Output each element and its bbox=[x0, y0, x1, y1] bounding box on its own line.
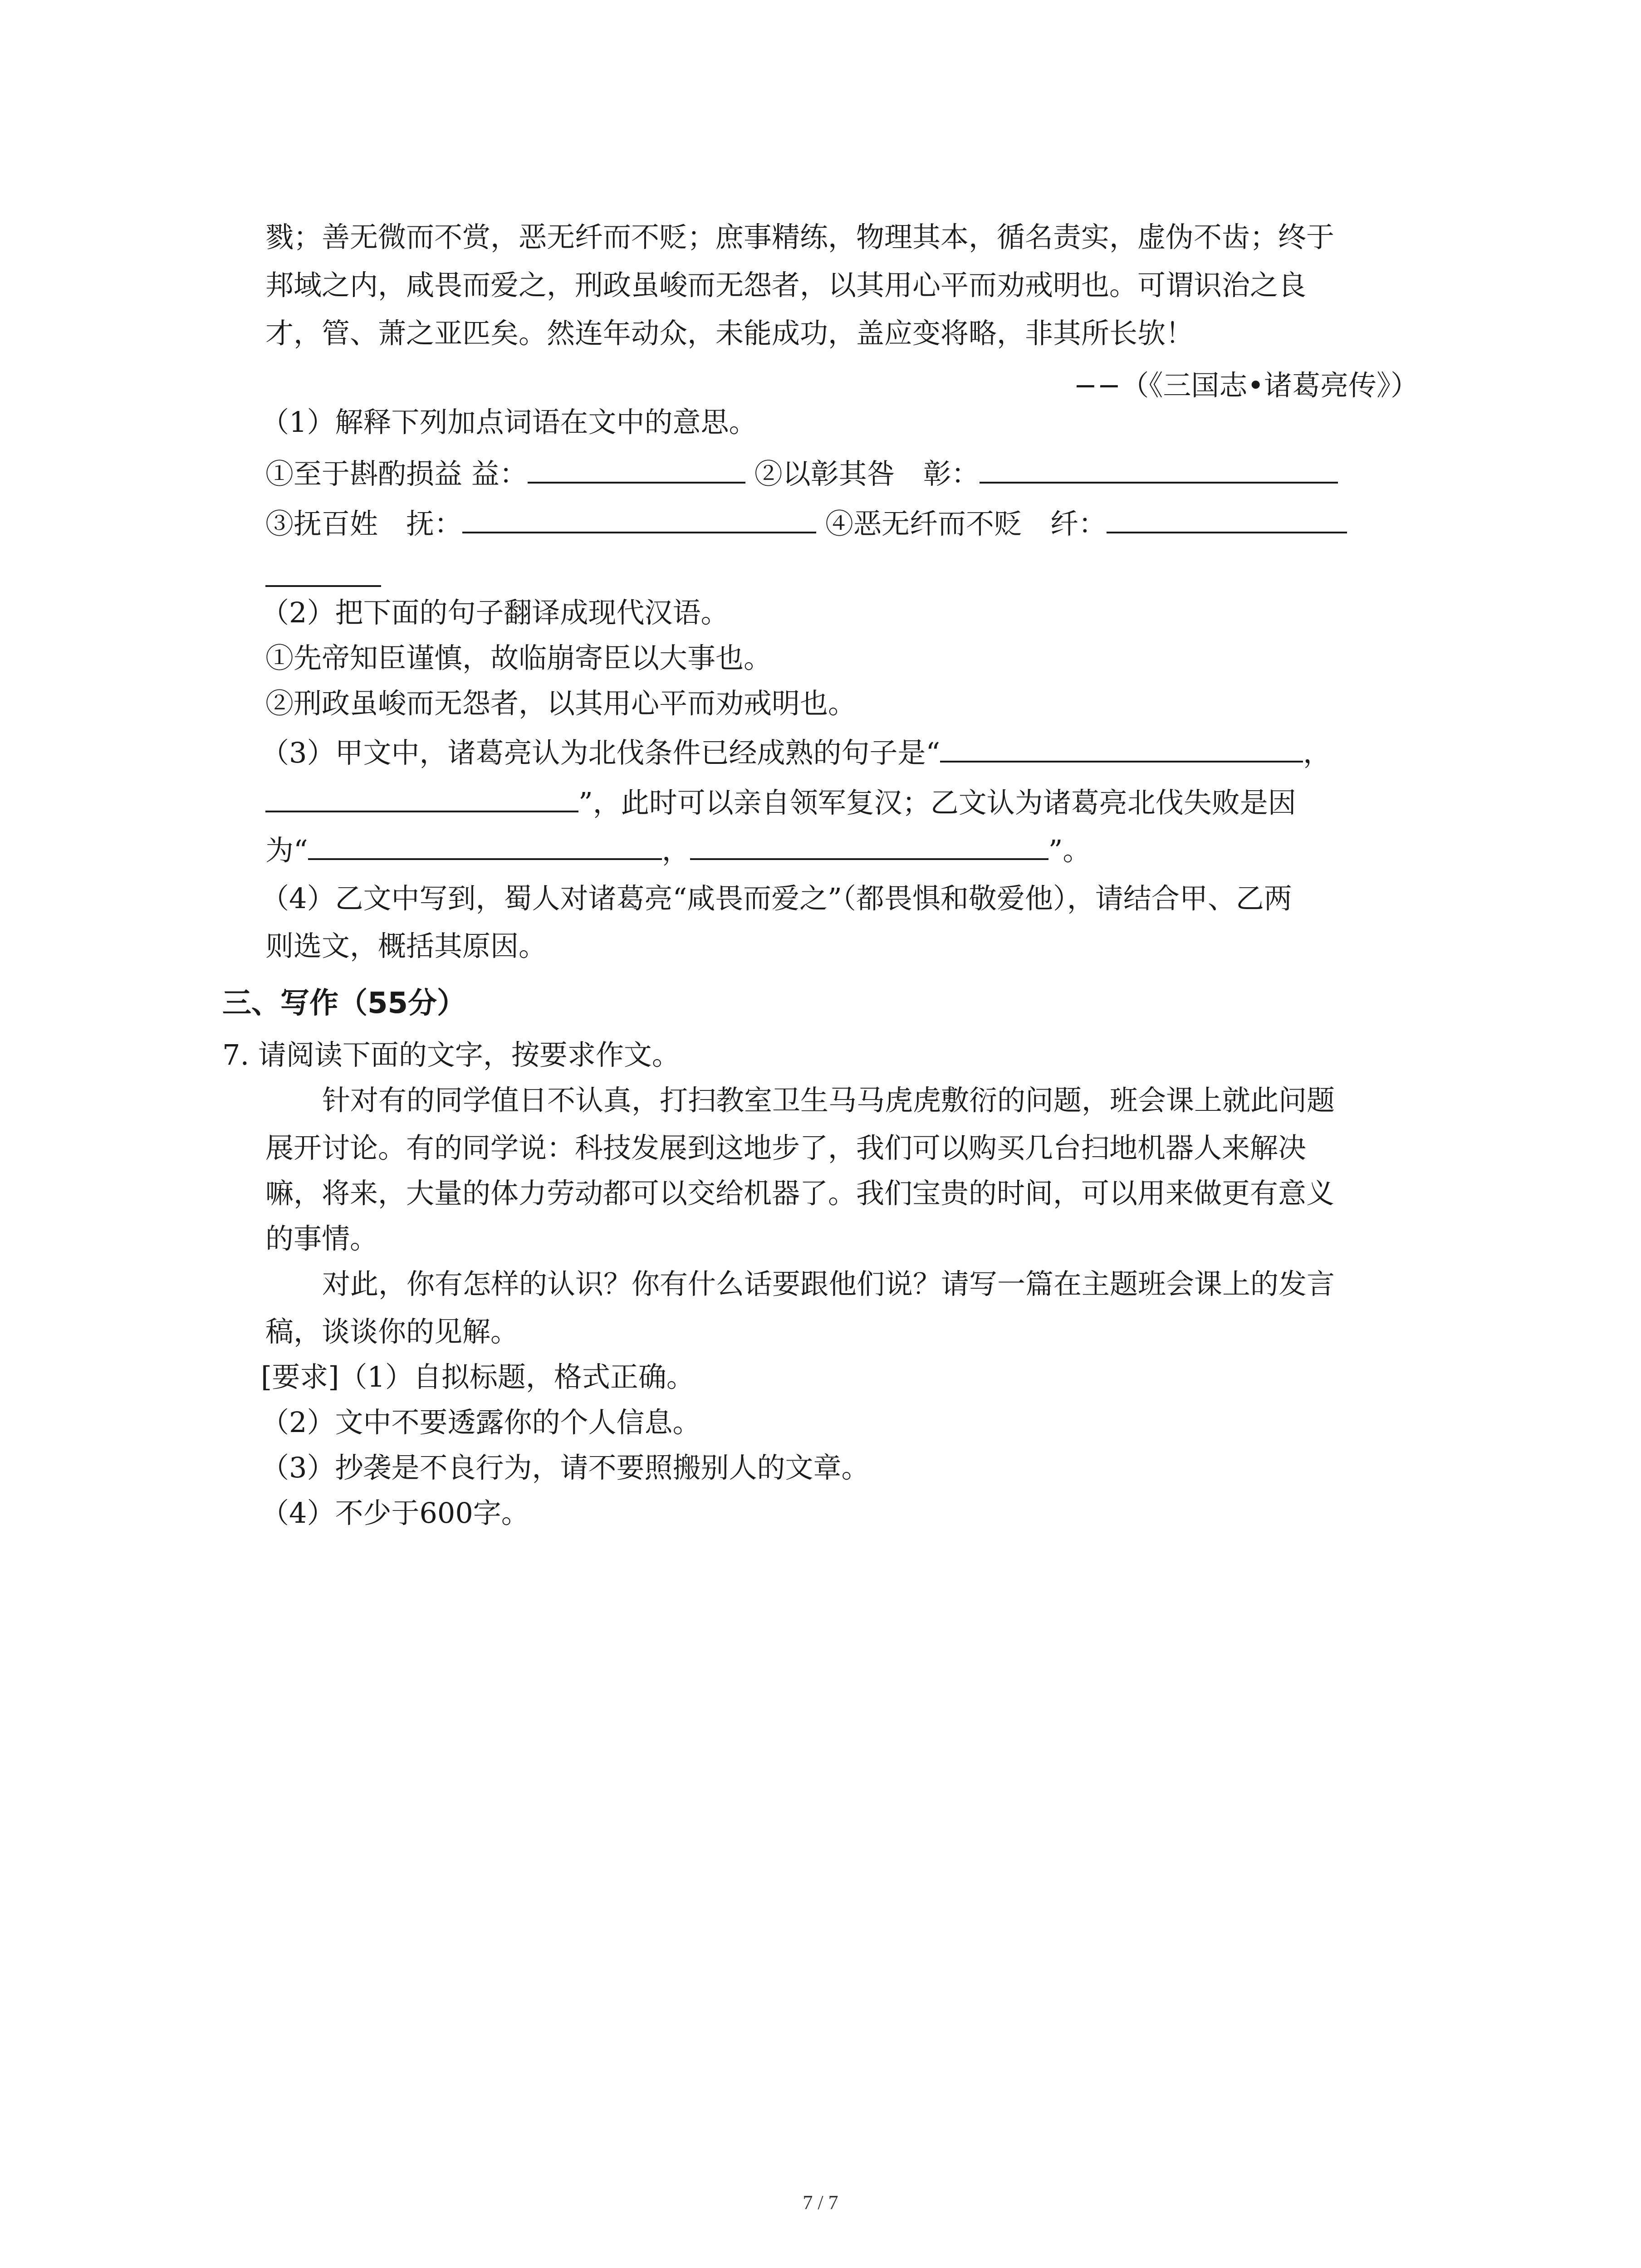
answer-blank-q3-b[interactable] bbox=[265, 787, 578, 812]
q7-paragraph-2-line-1: 对此，你有怎样的认识？你有什么话要跟他们说？请写一篇在主题班会课上的发言 bbox=[322, 1267, 1335, 1300]
q4-line-1: （4）乙文中写到，蜀人对诸葛亮“咸畏而爱之”（都畏惧和敬爱他），请结合甲、乙两 bbox=[261, 882, 1292, 915]
passage-line-1: 戮；善无微而不赏，恶无纤而不贬；庶事精练，物理其本，循名责实，虚伪不齿；终于 bbox=[265, 220, 1335, 254]
q7-requirement-1: [要求]（1）自拟标题，格式正确。 bbox=[261, 1360, 695, 1393]
q1-item-2: ②以彰其咎 彰： bbox=[754, 457, 980, 490]
q3-row-3 bbox=[265, 835, 1091, 865]
q3-part-4: ”。 bbox=[1048, 834, 1091, 867]
q7-paragraph-2-line-2: 稿，谈谈你的见解。 bbox=[265, 1315, 519, 1348]
passage-line-3: 才，管、萧之亚匹矣。然连年动众，未能成功，盖应变将略，非其所长欤！ bbox=[265, 317, 1194, 350]
answer-blank-fu[interactable] bbox=[462, 508, 816, 533]
q3-part-2: ”，此时可以亲自领军复汉；乙文认为诸葛亮北伐失败是因 bbox=[578, 786, 1296, 819]
q7-paragraph-1-line-1: 针对有的同学值日不认真，打扫教室卫生马马虎虎敷衍的问题，班会课上就此问题 bbox=[322, 1084, 1335, 1117]
q3-part-1: （3）甲文中，诸葛亮认为北伐条件已经成熟的句子是“ bbox=[261, 736, 941, 769]
section-3-title: 三、写作（55分） bbox=[222, 987, 466, 1020]
q1-row-1 bbox=[265, 458, 1338, 488]
q3-row-1 bbox=[261, 737, 1331, 767]
q1-item-3: ③抚百姓 抚： bbox=[265, 507, 463, 540]
q7-requirement-4: （4）不少于600字。 bbox=[261, 1496, 529, 1530]
q7-requirement-2: （2）文中不要透露你的个人信息。 bbox=[261, 1406, 701, 1439]
q7-paragraph-1-line-3: 嘛，将来，大量的体力劳动都可以交给机器了。我们宝贵的时间，可以用来做更有意义 bbox=[265, 1177, 1335, 1210]
answer-blank-yi[interactable] bbox=[528, 458, 745, 484]
answer-blank-xian[interactable] bbox=[1107, 508, 1347, 533]
answer-blank-q3-d[interactable] bbox=[690, 835, 1048, 860]
q3-comma-2: ， bbox=[661, 834, 690, 867]
q2-item-1: ①先帝知臣谨慎，故临崩寄臣以大事也。 bbox=[265, 641, 772, 675]
answer-blank-q3-a[interactable] bbox=[940, 737, 1303, 763]
answer-blank-zhang[interactable] bbox=[980, 458, 1338, 484]
passage-source: −−（《三国志•诸葛亮传》） bbox=[1073, 369, 1419, 402]
q1-row-2 bbox=[265, 508, 1347, 538]
q2-item-2: ②刑政虽峻而无怨者，以其用心平而劝戒明也。 bbox=[265, 687, 857, 720]
q3-comma-1: ， bbox=[1303, 736, 1332, 769]
answer-blank-xian-cont[interactable] bbox=[265, 562, 381, 587]
q1-prompt: （1）解释下列加点词语在文中的意思。 bbox=[261, 406, 757, 439]
q3-row-2 bbox=[265, 787, 1296, 817]
q1-item-4: ④恶无纤而不贬 纤： bbox=[825, 507, 1107, 540]
q7-instruction: 7. 请阅读下面的文字，按要求作文。 bbox=[222, 1038, 680, 1071]
q1-item-1: ①至于斟酌损益 益： bbox=[265, 457, 528, 490]
page-number: 7 / 7 bbox=[803, 2191, 838, 2214]
q1-row-2-continuation bbox=[265, 562, 381, 591]
q7-paragraph-1-line-2: 展开讨论。有的同学说：科技发展到这地步了，我们可以购买几台扫地机器人来解决 bbox=[265, 1131, 1307, 1164]
q2-prompt: （2）把下面的句子翻译成现代汉语。 bbox=[261, 596, 729, 629]
q3-part-3: 为“ bbox=[265, 834, 308, 867]
passage-line-2: 邦域之内，咸畏而爱之，刑政虽峻而无怨者，以其用心平而劝戒明也。可谓识治之良 bbox=[265, 269, 1307, 302]
answer-blank-q3-c[interactable] bbox=[308, 835, 662, 860]
q7-paragraph-1-line-4: 的事情。 bbox=[265, 1222, 378, 1255]
q7-requirement-3: （3）抄袭是不良行为，请不要照搬别人的文章。 bbox=[261, 1451, 870, 1484]
q4-line-2: 则选文，概括其原因。 bbox=[265, 929, 547, 963]
